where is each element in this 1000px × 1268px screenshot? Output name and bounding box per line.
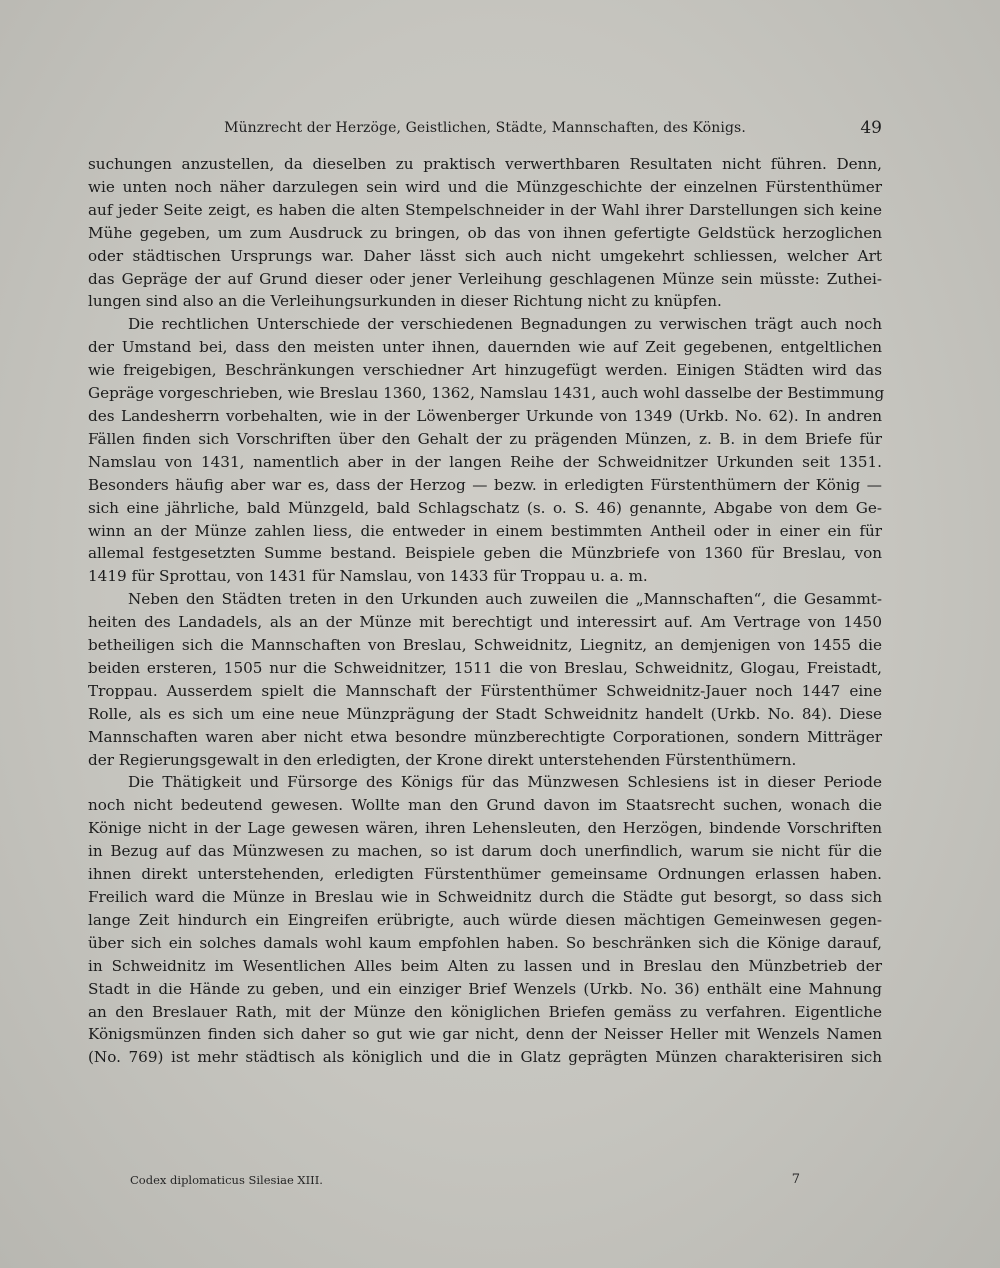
text-line: wie freigebigen, Beschränkungen verschiedner Art hinzugefügt werden. Einigen Städten wird das <box>88 361 882 380</box>
text-line: suchungen anzustellen, da dieselben zu praktisch verwerthbaren Resultaten nicht führen. Denn, <box>88 155 882 173</box>
text-line: allemal festgesetzten Summe bestand. Beispiele geben die Münzbriefe von 1360 für Breslau, von <box>88 544 882 563</box>
text-line: winn an der Münze zahlen liess, die entweder in einem bestimmten Antheil oder in einer ein für <box>88 521 882 540</box>
signature-text: Codex diplomaticus Silesiae XIII. <box>130 1173 323 1187</box>
text-line: Mannschaften waren aber nicht etwa besondre münzberechtigte Corporationen, sondern Mitträger <box>88 727 882 746</box>
text-line: ihnen direkt unterstehenden, erledigten Fürstenthümer gemeinsame Ordnungen erlassen haben. <box>88 865 882 884</box>
text-line: oder städtischen Ursprungs war. Daher lässt sich auch nicht umgekehrt schliessen, welcher Art <box>88 246 882 265</box>
text-line: Freilich ward die Münze in Breslau wie in Schweidnitz durch die Städte gut besorgt, so dass sich <box>88 888 882 906</box>
text-line: 1419 für Sprottau, von 1431 für Namslau, von 1433 für Troppau u. a. m. <box>88 567 648 586</box>
text-line: heiten des Landadels, als an der Münze mit berechtigt und interessirt auf. Am Vertrage von 1450 <box>88 613 882 632</box>
text-line: Fällen finden sich Vorschriften über den Gehalt der zu prägenden Münzen, z. B. in dem Briefe für <box>88 429 882 448</box>
running-title: Münzrecht der Herzöge, Geistlichen, Städte, Mannschaften, des Königs. <box>224 120 746 136</box>
signature-mark: 7 <box>791 1172 800 1187</box>
text-line: Mühe gegeben, um zum Ausdruck zu bringen, ob das von ihnen gefertigte Geldstück herzoglichen <box>88 223 882 242</box>
text-line: Rolle, als es sich um eine neue Münzprägung der Stadt Schweidnitz handelt (Urkb. No. 84). Diese <box>88 704 882 723</box>
text-line: auf jeder Seite zeigt, es haben die alten Stempelschneider in der Wahl ihrer Darstellungen sich keine <box>88 200 882 219</box>
text-line: Die rechtlichen Unterschiede der verschiedenen Begnadungen zu verwischen trägt auch noch <box>128 315 882 334</box>
text-line: Neben den Städten treten in den Urkunden auch zuweilen die „Mannschaften“, die Gesammt- <box>128 590 882 609</box>
text-line: in Schweidnitz im Wesentlichen Alles beim Alten zu lassen und in Breslau den Münzbetrieb der <box>88 956 882 975</box>
text-line: (No. 769) ist mehr städtisch als königlich und die in Glatz geprägten Münzen charakterisiren sich <box>88 1048 882 1067</box>
text-line: Die Thätigkeit und Fürsorge des Königs für das Münzwesen Schlesiens ist in dieser Periode <box>128 773 882 792</box>
page-header <box>88 120 882 144</box>
text-line: Gepräge vorgeschrieben, wie Breslau 1360, 1362, Namslau 1431, auch wohl dasselbe der Bestimmung <box>88 384 885 403</box>
text-line: lungen sind also an die Verleihungsurkunden in dieser Richtung nicht zu knüpfen. <box>88 292 722 311</box>
text-line: Könige nicht in der Lage gewesen wären, ihren Lehensleuten, den Herzögen, bindende Vorschriften <box>88 819 882 838</box>
body-text <box>88 153 885 1069</box>
page-footer <box>130 1173 800 1193</box>
text-line: beiden ersteren, 1505 nur die Schweidnitzer, 1511 die von Breslau, Schweidnitz, Glogau, Freistadt, <box>88 658 882 677</box>
text-line: über sich ein solches damals wohl kaum empfohlen haben. So beschränken sich die Könige darauf, <box>88 933 882 952</box>
text-line: Troppau. Ausserdem spielt die Mannschaft der Fürstenthümer Schweidnitz-Jauer noch 1447 eine <box>88 681 882 700</box>
text-line: Namslau von 1431, namentlich aber in der langen Reihe der Schweidnitzer Urkunden seit 1351. <box>88 452 882 471</box>
text-line: betheiligen sich die Mannschaften von Breslau, Schweidnitz, Liegnitz, an demjenigen von 1455 die <box>88 636 882 655</box>
text-line: lange Zeit hindurch ein Eingreifen erübrigte, auch würde diesen mächtigen Gemeinwesen gegen- <box>88 910 882 929</box>
text-line: Königsmünzen finden sich daher so gut wie gar nicht, denn der Neisser Heller mit Wenzels Namen <box>88 1025 882 1044</box>
text-line: das Gepräge der auf Grund dieser oder jener Verleihung geschlagenen Münze sein müsste: Zuthei- <box>88 269 882 288</box>
text-line: der Umstand bei, dass den meisten unter ihnen, dauernden wie auf Zeit gegebenen, entgeltlichen <box>88 338 882 357</box>
text-line: wie unten noch näher darzulegen sein wird und die Münzgeschichte der einzelnen Fürstenthümer <box>88 177 882 196</box>
text-line: noch nicht bedeutend gewesen. Wollte man den Grund davon im Staatsrecht suchen, wonach die <box>88 796 882 815</box>
text-line: Stadt in die Hände zu geben, und ein einziger Brief Wenzels (Urkb. No. 36) enthält eine Mahnung <box>88 979 882 998</box>
text-line: der Regierungsgewalt in den erledigten, der Krone direkt unterstehenden Fürstenthümern. <box>88 750 797 769</box>
page-number: 49 <box>860 118 882 138</box>
text-line: in Bezug auf das Münzwesen zu machen, so ist darum doch unerfindlich, warum sie nicht für die <box>88 842 882 861</box>
text-line: sich eine jährliche, bald Münzgeld, bald Schlagschatz (s. o. S. 46) genannte, Abgabe von dem Ge- <box>88 498 882 517</box>
text-line: an den Breslauer Rath, mit der Münze den königlichen Briefen gemäss zu verfahren. Eigentliche <box>88 1002 882 1021</box>
text-line: des Landesherrn vorbehalten, wie in der Löwenberger Urkunde von 1349 (Urkb. No. 62). In andren <box>88 406 882 425</box>
text-line: Besonders häufig aber war es, dass der Herzog — bezw. in erledigten Fürstenthümern der König — <box>88 475 882 494</box>
